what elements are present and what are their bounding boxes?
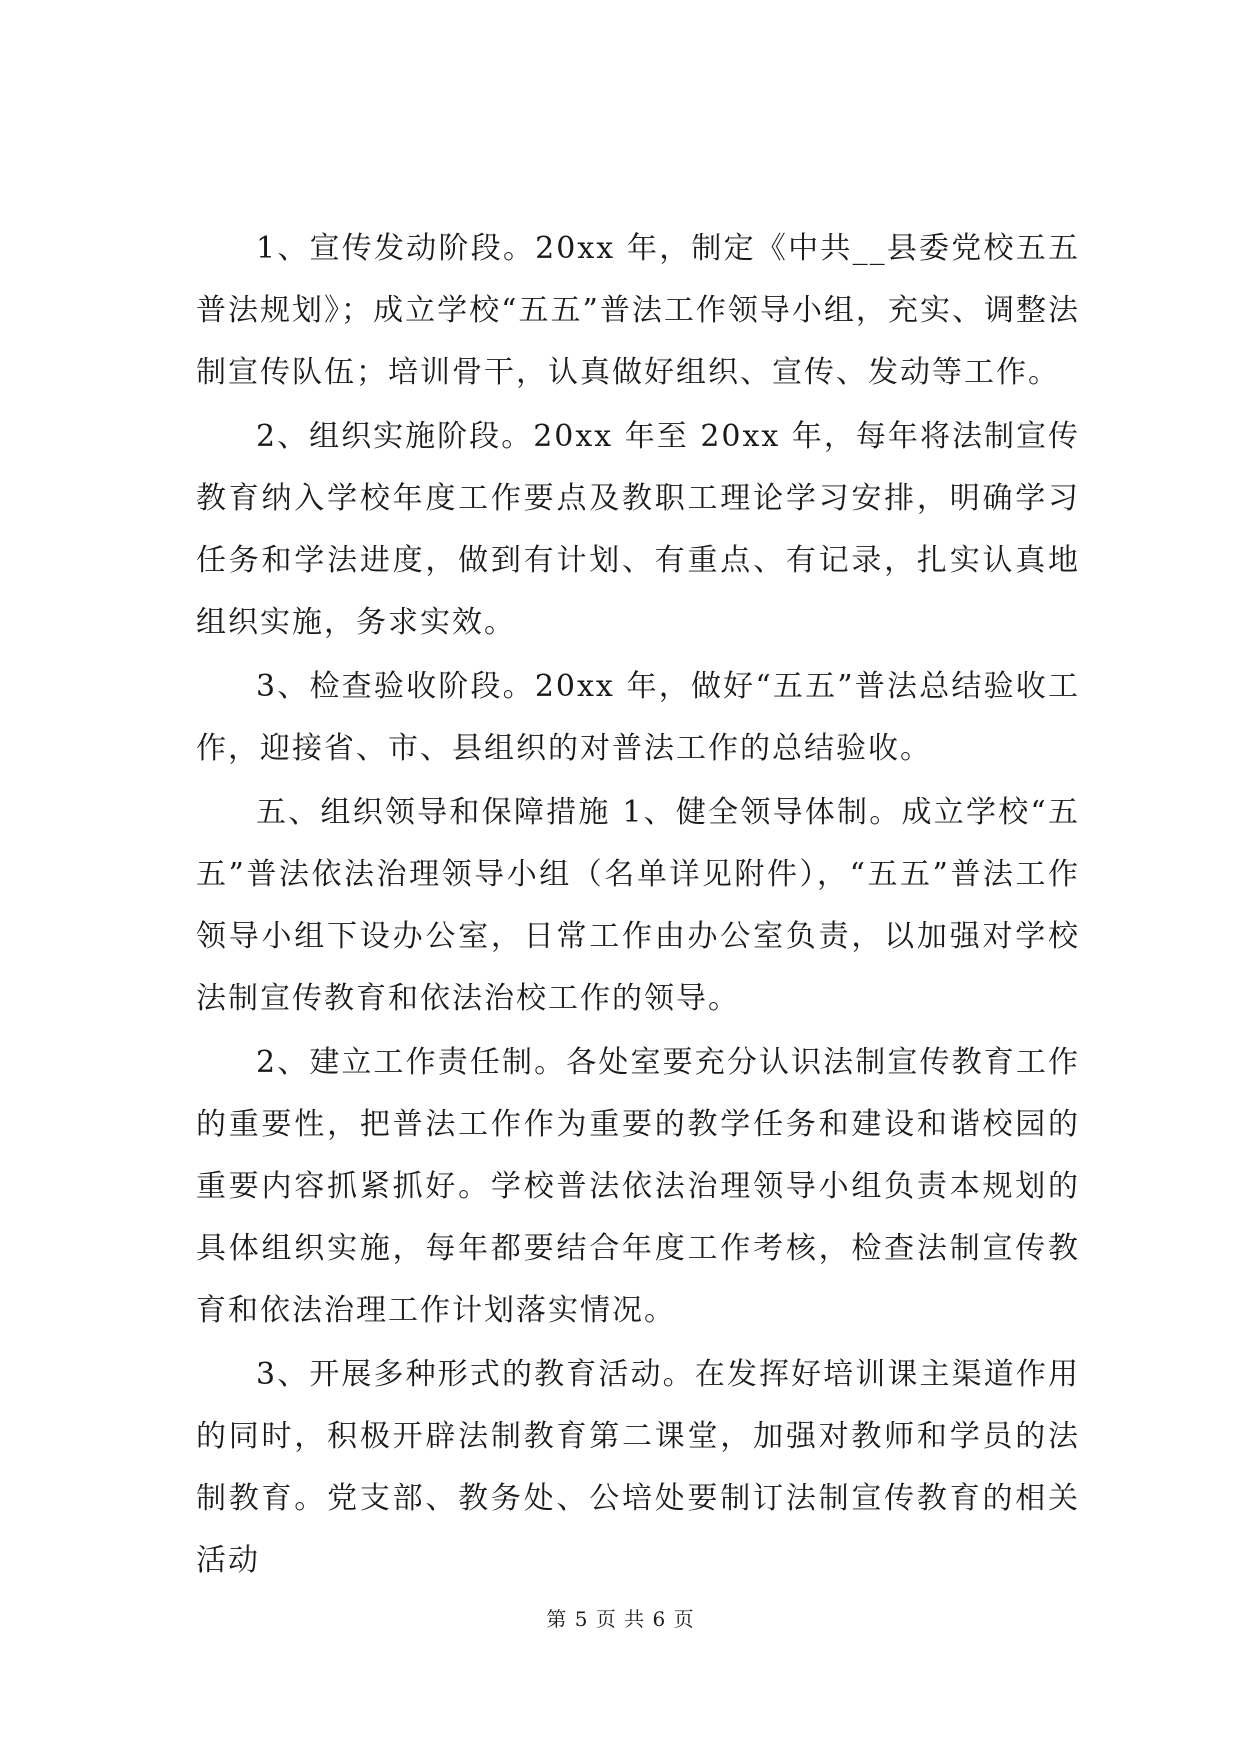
paragraph-publicity-stage: 1、宣传发动阶段。20xx 年，制定《中共__县委党校五五普法规划》；成立学校“五五”普法工作领导小组，充实、调整法制宣传队伍；培训骨干，认真做好组织、宣传、发动等工作。	[196, 231, 1080, 390]
paragraph-education-activities: 3、开展多种形式的教育活动。在发挥好培训课主渠道作用的同时，积极开辟法制教育第二课堂，加强对教师和学员的法制教育。党支部、教务处、公培处要制订法制宣传教育的相关活动	[196, 1357, 1080, 1578]
page-number-footer: 第 5 页 共 6 页	[546, 1607, 695, 1631]
document-body	[196, 218, 1080, 1594]
paragraph-leadership-measures: 五、组织领导和保障措施 1、健全领导体制。成立学校“五五”普法依法治理领导小组（名单详见附件），“五五”普法工作领导小组下设办公室，日常工作由办公室负责，以加强对学校法制宣传教育和依法治校工作的领导。	[196, 795, 1080, 1016]
paragraph-inspection-stage: 3、检查验收阶段。20xx 年，做好“五五”普法总结验收工作，迎接省、市、县组织的对普法工作的总结验收。	[196, 669, 1080, 766]
paragraph-responsibility-system: 2、建立工作责任制。各处室要充分认识法制宣传教育工作的重要性，把普法工作作为重要的教学任务和建设和谐校园的重要内容抓紧抓好。学校普法依法治理领导小组负责本规划的具体组织实施，每年都要结合年度工作考核，检查法制宣传教育和依法治理工作计划落实情况。	[196, 1045, 1080, 1328]
paragraph-implementation-stage: 2、组织实施阶段。20xx 年至 20xx 年，每年将法制宣传教育纳入学校年度工作要点及教职工理论学习安排，明确学习任务和学法进度，做到有计划、有重点、有记录，扎实认真地组织实施，务求实效。	[196, 419, 1080, 640]
